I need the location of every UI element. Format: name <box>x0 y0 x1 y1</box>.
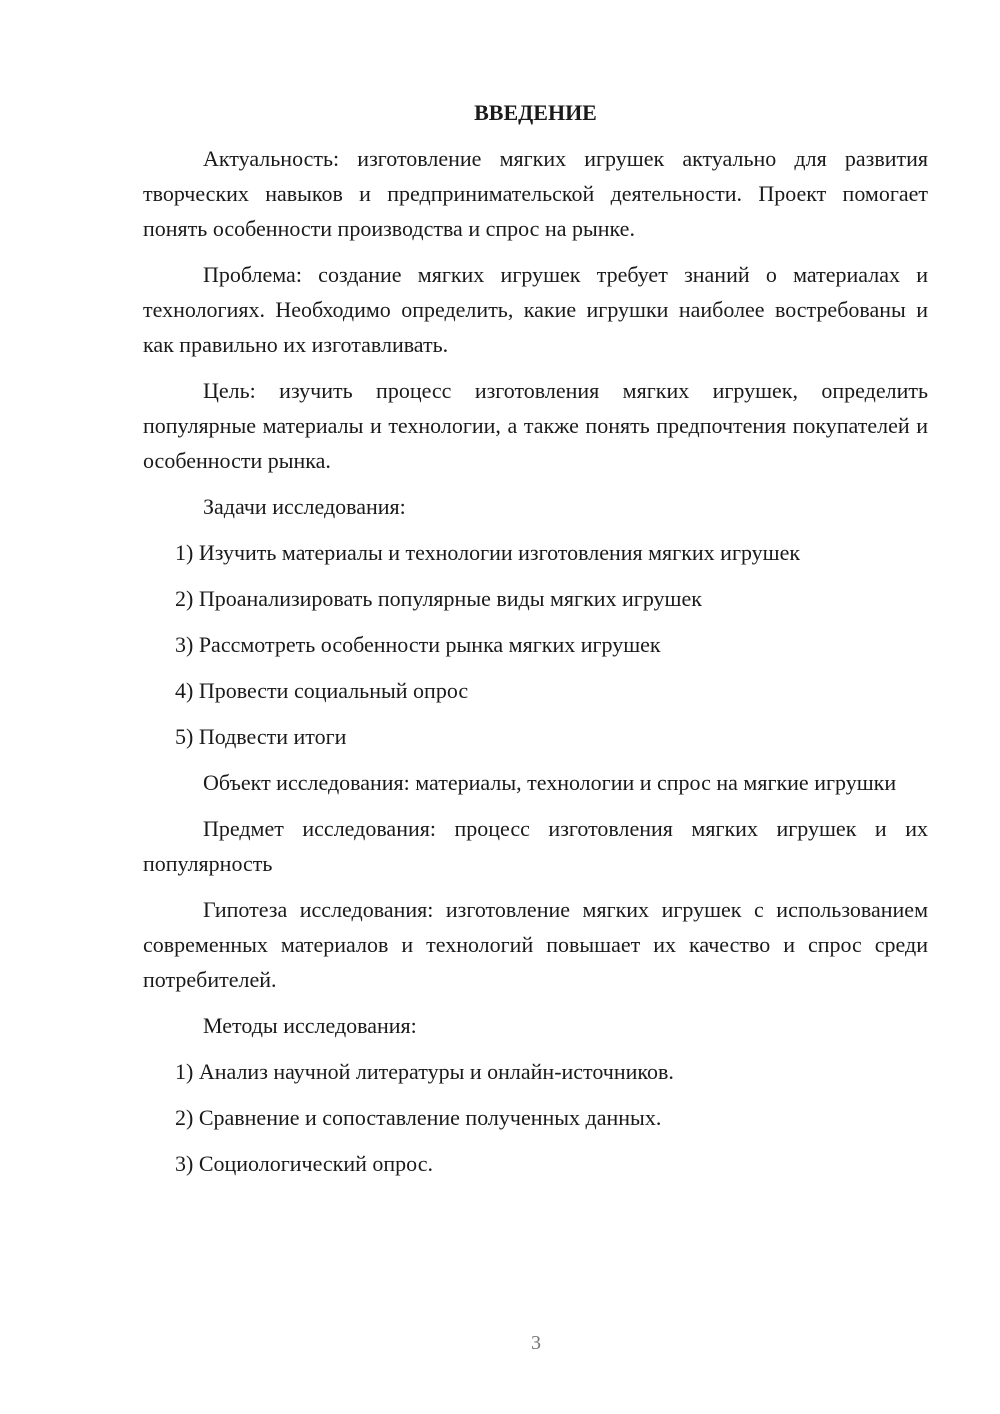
relevance-paragraph: Актуальность: изготовление мягких игрушек актуально для развития творческих навыков и предпринимательской деятельности. Проект помогает понять особенности производства и спрос на рынке. <box>143 146 928 241</box>
document-page <box>143 95 928 1192</box>
methods-heading: Методы исследования: <box>203 1013 417 1038</box>
task-item: 1) Изучить материалы и технологии изготовления мягких игрушек <box>175 540 801 565</box>
problem-paragraph: Проблема: создание мягких игрушек требует знаний о материалах и технологиях. Необходимо определить, какие игрушки наиболее востребованы и как правильно их изготавливать. <box>143 262 928 357</box>
hypothesis-paragraph: Гипотеза исследования: изготовление мягких игрушек с использованием современных материалов и технологий повышает их качество и спрос среди потребителей. <box>143 897 928 992</box>
page-title: ВВЕДЕНИЕ <box>474 100 597 125</box>
subject-paragraph: Предмет исследования: процесс изготовления мягких игрушек и их популярность <box>143 816 928 876</box>
task-item: 2) Проанализировать популярные виды мягких игрушек <box>175 586 702 611</box>
methods-list <box>143 1054 928 1181</box>
method-item: 3) Социологический опрос. <box>175 1151 433 1176</box>
task-item: 4) Провести социальный опрос <box>175 678 469 703</box>
task-item: 3) Рассмотреть особенности рынка мягких игрушек <box>175 632 661 657</box>
object-paragraph: Объект исследования: материалы, технологии и спрос на мягкие игрушки <box>203 770 897 795</box>
task-item: 5) Подвести итоги <box>175 724 347 749</box>
tasks-list <box>143 535 928 754</box>
method-item: 1) Анализ научной литературы и онлайн-источников. <box>175 1059 674 1084</box>
page-number: 3 <box>531 1332 541 1354</box>
tasks-heading: Задачи исследования: <box>203 494 406 519</box>
goal-paragraph: Цель: изучить процесс изготовления мягких игрушек, определить популярные материалы и технологии, а также понять предпочтения покупателей и особенности рынка. <box>143 378 928 473</box>
method-item: 2) Сравнение и сопоставление полученных данных. <box>175 1105 662 1130</box>
